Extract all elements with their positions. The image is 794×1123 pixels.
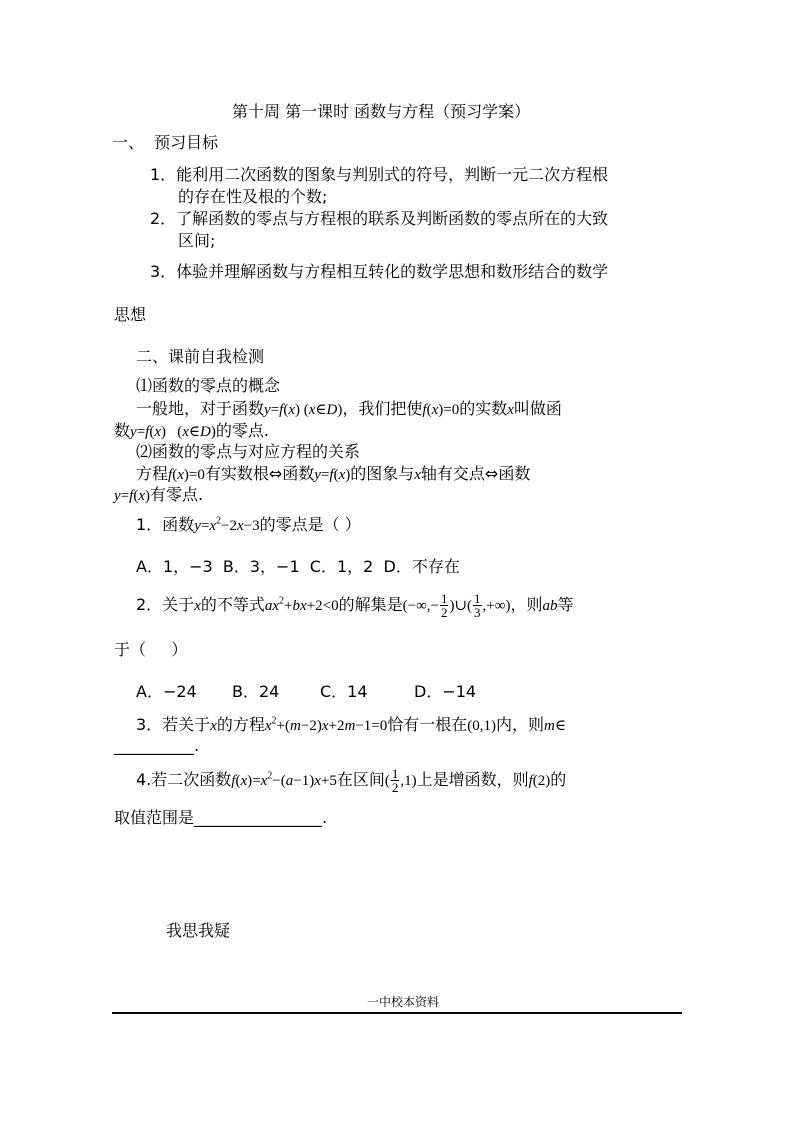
relation-line-1: 方程f(x)=0有实数根⇔函数y=f(x)的图象与x轴有交点⇔函数 xyxy=(136,464,531,483)
goal-2-line-1: 2．了解函数的零点与方程根的联系及判断函数的零点所在的大致 xyxy=(150,209,609,228)
q2-text-b: 的不等式 xyxy=(200,595,265,614)
q3-text-d: 内，则 xyxy=(496,715,545,734)
section-heading-self-check: 二、课前自我检测 xyxy=(136,347,265,366)
q2-text-d: ，则 xyxy=(510,595,543,614)
page-title: 第十周 第一课时 函数与方程（预习学案） xyxy=(232,102,531,121)
q4-text-b: 在区间 xyxy=(336,770,385,789)
q3-answer-blank[interactable]: __________. xyxy=(114,736,200,755)
q4-text-e: 取值范围是 xyxy=(114,808,195,827)
q2-option-b: B．24 xyxy=(232,682,280,701)
concept-text-a: 一般地，对于函数 xyxy=(136,399,265,418)
relation-text-d: 轴有交点⇔函数 xyxy=(420,464,531,483)
concept-line-1: 一般地，对于函数y=f(x) (x∈D)，我们把使f(x)=0的实数x叫做函 xyxy=(136,399,562,418)
relation-title: ⑵函数的零点与对应方程的关系 xyxy=(136,442,361,461)
concept-text-b: ，我们把使 xyxy=(342,399,423,418)
goal-3-line-1: 3．体验并理解函数与方程相互转化的数学思想和数形结合的数学 xyxy=(150,262,609,281)
q4-answer-blank[interactable]: ________________. xyxy=(194,808,328,827)
q4-text-c: 上是增函数，则 xyxy=(416,770,529,789)
footer-text: 一中校本资料 xyxy=(367,995,440,1009)
section-heading-goals: 一、 预习目标 xyxy=(112,133,219,152)
q2-line-2: 于（ ） xyxy=(114,640,188,659)
goal-2-line-2: 区间; xyxy=(178,231,216,250)
q3-text-a: 3．若关于 xyxy=(136,715,211,734)
fraction-one-third: $\frac{1}{3}$ xyxy=(474,591,481,620)
concept-text-e: 数 xyxy=(114,421,131,440)
q2-text-a: 2．关于 xyxy=(136,595,195,614)
q3-text-b: 的方程 xyxy=(216,715,265,734)
goal-1-line-2: 的存在性及根的个数; xyxy=(178,187,328,206)
q2-text-e: 等 xyxy=(557,595,574,614)
goal-1-line-1: 1．能利用二次函数的图象与判别式的符号，判断一元二次方程根 xyxy=(150,165,609,184)
q1-suffix: 的零点是（ ） xyxy=(259,515,361,534)
relation-line-2: y=f(x)有零点. xyxy=(114,485,204,504)
question-2: 2．关于x的不等式$ax^2+bx+2<0$的解集是(−∞,− $\frac{1}{2}$ )∪( $\frac{1}{3}$ ,+∞)，则ab等 xyxy=(136,591,574,620)
goal-3-line-2: 思想 xyxy=(114,305,147,324)
q1-prefix: 1．函数 xyxy=(136,515,195,534)
question-3: 3．若关于x的方程$x^2+(m-2)x+2m-1=0$恰有一根在(0,1)内，则m∈ xyxy=(136,715,566,734)
concept-text-f: 的零点. xyxy=(215,421,269,440)
q2-text-c: 的解集是 xyxy=(338,595,403,614)
relation-text-b: 有实数根⇔函数 xyxy=(204,464,315,483)
concept-line-2: 数y=f(x) (x∈D)的零点. xyxy=(114,421,269,440)
concept-text-c: 的实数 xyxy=(459,399,508,418)
footer-divider xyxy=(112,1012,682,1014)
q2-option-c: C．14 xyxy=(320,682,368,701)
formula-y-eq-fx: y xyxy=(264,402,271,418)
relation-text-c: 的图象与 xyxy=(350,464,415,483)
concept-text-d: 叫做函 xyxy=(513,399,562,418)
reflection-heading: 我思我疑 xyxy=(166,921,231,940)
q4-text-a: 4.若二次函数 xyxy=(136,770,232,789)
q2-option-d: D．−14 xyxy=(414,682,477,701)
q4-line-2 xyxy=(114,805,327,828)
q3-text-c: 恰有一根在 xyxy=(387,715,468,734)
fraction-one-half: $\frac{1}{2}$ xyxy=(440,591,448,620)
fraction-one-half-q4: $\frac{1}{2}$ xyxy=(391,766,399,795)
concept-title: ⑴函数的零点的概念 xyxy=(136,376,281,395)
q1-options: A．1，−3 B．3，−1 C．1，2 D．不存在 xyxy=(136,557,460,576)
question-4: 4.若二次函数$f(x)=x^2-(a-1)x+5$在区间( $\frac{1}{2}$ ,1)上是增函数，则f(2)的 xyxy=(136,766,567,795)
relation-text-a: 方程 xyxy=(136,464,169,483)
relation-text-e: 有零点. xyxy=(149,485,204,504)
q2-option-a: A．−24 xyxy=(136,682,197,701)
q4-text-d: 的 xyxy=(550,770,567,789)
question-1: 1．函数$y=x^2-2x-3$的零点是（ ） xyxy=(136,515,361,534)
